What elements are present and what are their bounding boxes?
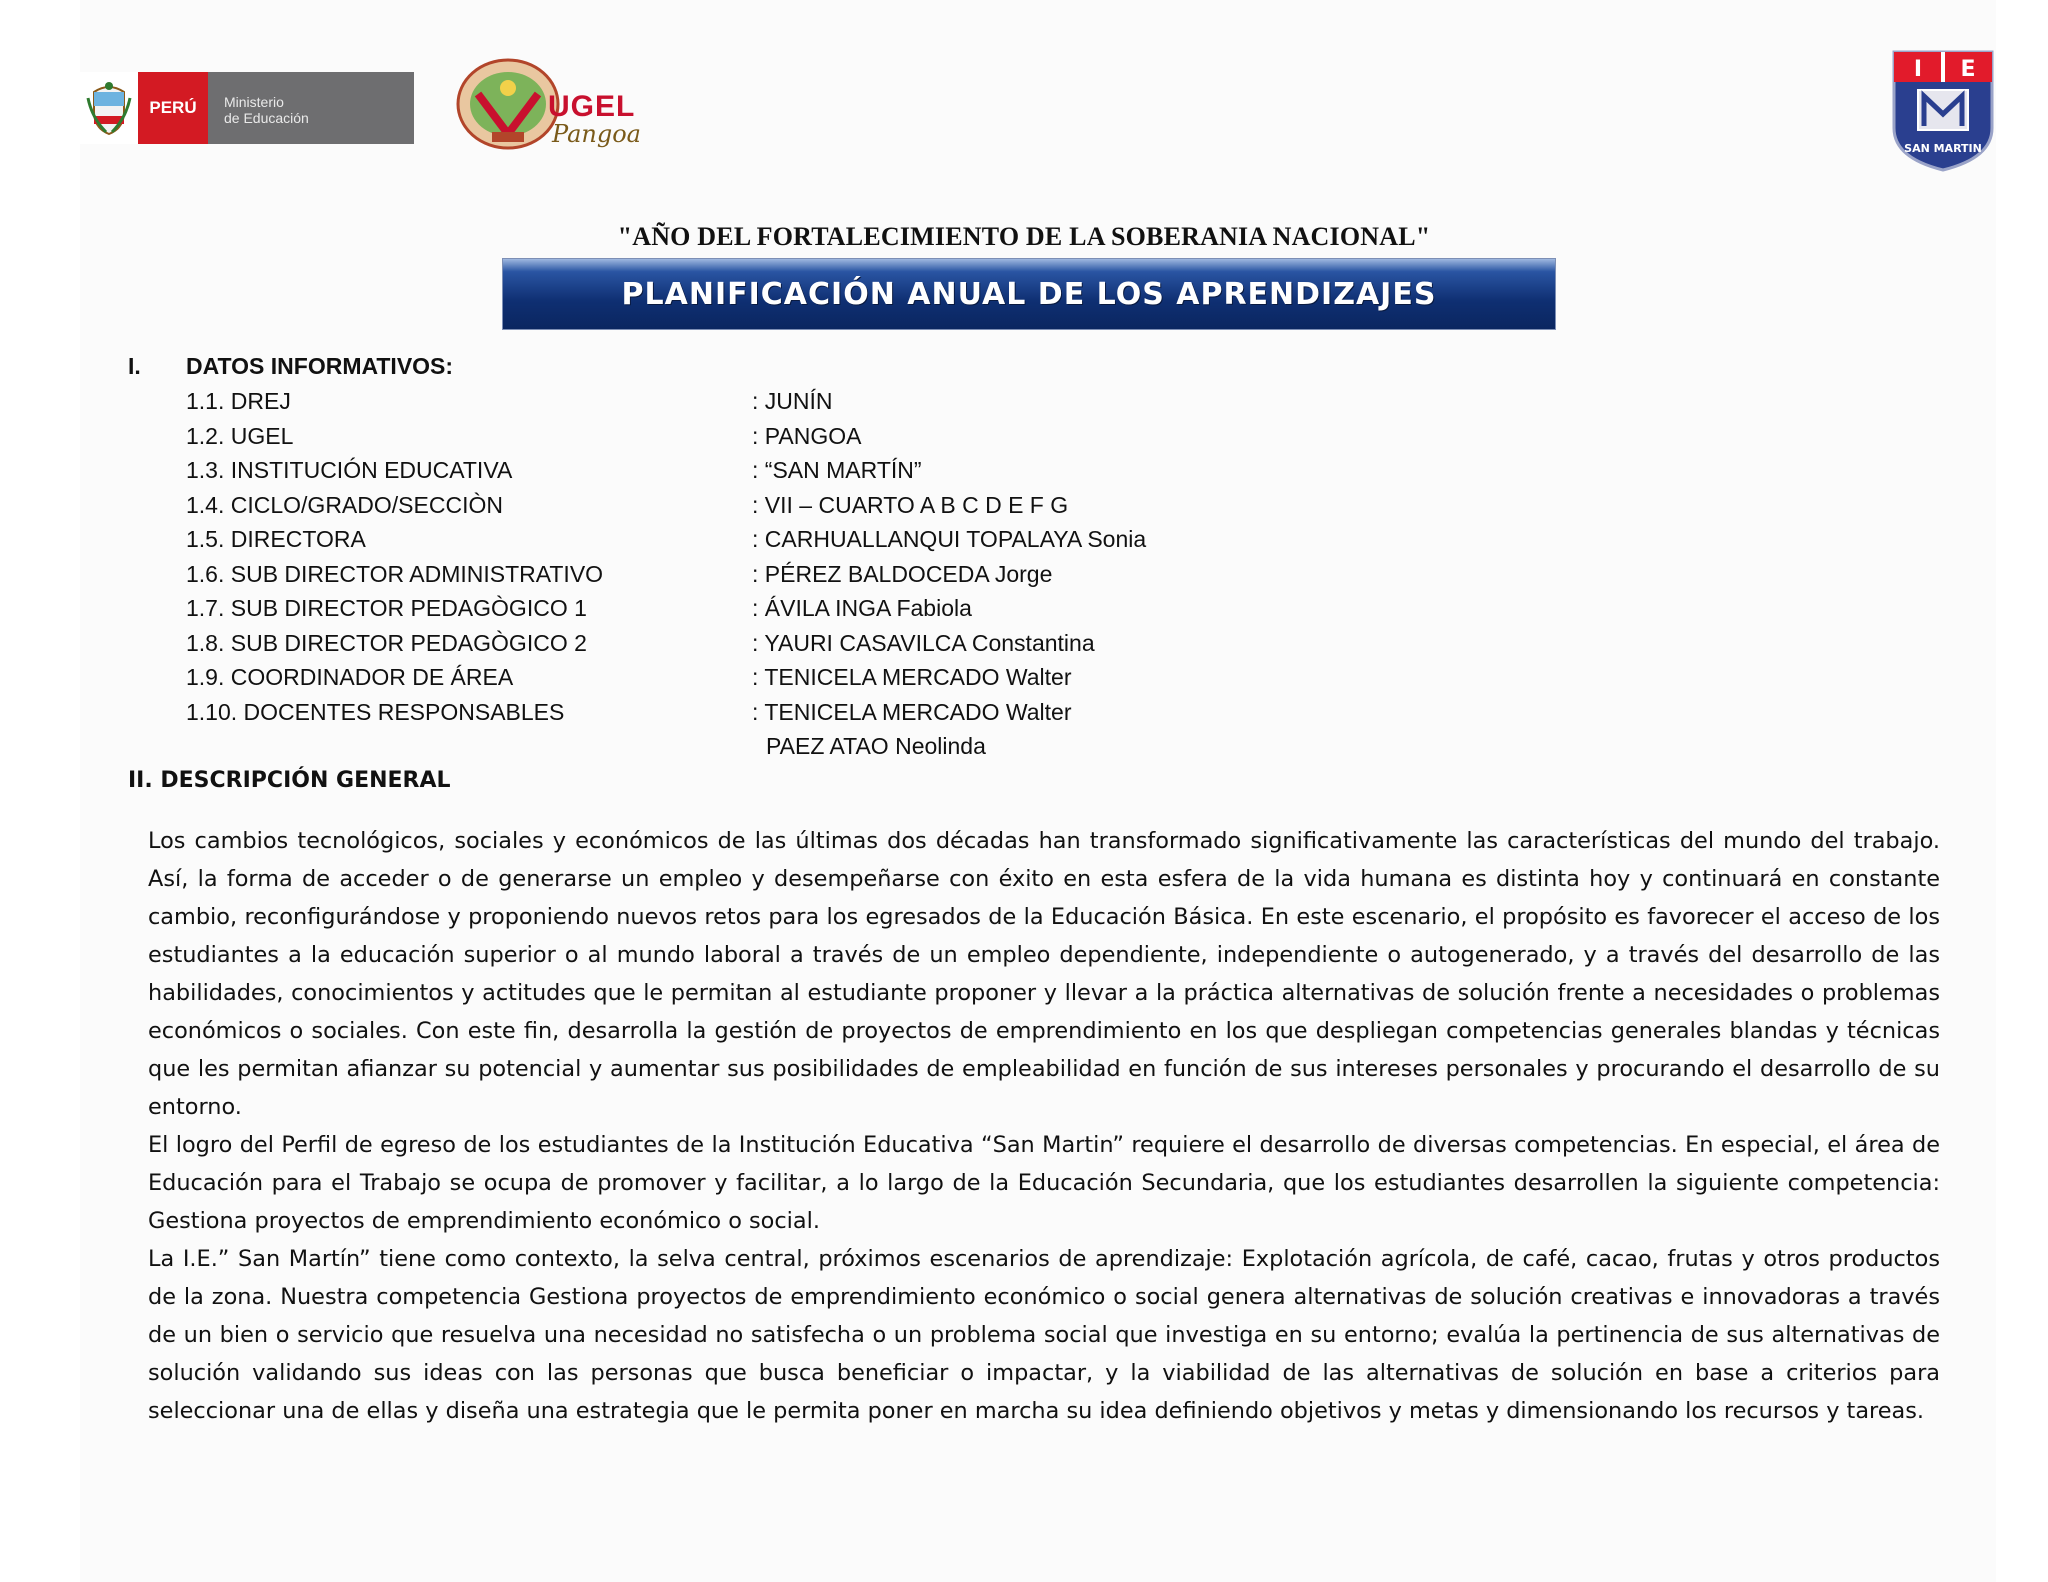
- info-label: 1.2. UGEL: [186, 422, 294, 449]
- info-value: : CARHUALLANQUI TOPALAYA Sonia: [752, 526, 1147, 552]
- info-label: 1.8. SUB DIRECTOR PEDAGÒGICO 2: [186, 629, 587, 656]
- info-extra-value: PAEZ ATAO Neolinda: [766, 733, 986, 759]
- ministry-line-1: Ministerio: [224, 94, 284, 110]
- info-value: : JUNÍN: [752, 388, 833, 414]
- description-body: [148, 822, 1940, 1430]
- info-value: : “SAN MARTÍN”: [752, 457, 922, 483]
- section-1-title: DATOS INFORMATIVOS:: [186, 353, 454, 379]
- pangoa-label: Pangoa: [552, 120, 641, 148]
- ugel-label: UGEL: [548, 90, 636, 123]
- info-row: [186, 557, 1186, 592]
- description-paragraph: El logro del Perfil de egreso de los estudiantes de la Institución Educativa “San Martin” requiere el desarrollo de diversas competencias. En especial, el área de Educación para el Trabajo se ocupa de promover y facilitar, a lo largo de la Educación Secundaria, que los estudiantes desarrollen la siguiente competencia: Gestiona proyectos de emprendimiento económico o social.: [148, 1132, 1940, 1234]
- peru-coat-of-arms-icon: [80, 72, 138, 144]
- info-label: 1.3. INSTITUCIÓN EDUCATIVA: [186, 457, 513, 483]
- info-label: 1.9. COORDINADOR DE ÁREA: [186, 664, 514, 690]
- peru-label: PERÚ: [138, 72, 208, 144]
- ministry-line-2: de Educación: [224, 110, 309, 126]
- ugel-pangoa-logo: [452, 54, 652, 154]
- info-row: [186, 522, 1186, 557]
- ie-name: SAN MARTIN: [1904, 142, 1982, 155]
- description-paragraph: La I.E.” San Martín” tiene como contexto, la selva central, próximos escenarios de aprendizaje: Explotación agrícola, de café, cacao, frutas y otros productos de la zona. Nuestra competencia Gestiona proyectos de emprendimiento económico o social genera alternativas de solución creativas e innovadoras a través de un bien o servicio que resuelva una necesidad no satisfecha o un problema social que investiga en su entorno; evalúa la pertinencia de sus alternativas de solución validando sus ideas con las personas que busca beneficiar o impactar, y la viabilidad de las alternativas de solución en base a criterios para seleccionar una de ellas y diseña una estrategia que le permita poner en marcha su idea definiendo objetivos y metas y dimensionando los recursos y tareas.: [148, 1246, 1940, 1424]
- info-value: : TENICELA MERCADO Walter: [752, 664, 1072, 690]
- section-1-number: I.: [128, 353, 141, 379]
- info-label: 1.4. CICLO/GRADO/SECCIÒN: [186, 491, 503, 518]
- info-label: 1.1. DREJ: [186, 388, 291, 414]
- info-row: [186, 384, 1186, 419]
- info-row: [186, 488, 1186, 523]
- ugel-emblem-icon: [452, 54, 562, 154]
- info-list: [186, 384, 1186, 764]
- description-paragraph: Los cambios tecnológicos, sociales y económicos de las últimas dos décadas han transformado significativamente las características del mundo del trabajo. Así, la forma de acceder o de generarse un empleo y desempeñarse con éxito en esta esfera de la vida humana es distinta hoy y continuará en constante cambio, reconfigurándose y proponiendo nuevos retos para los egresados de la Educación Básica. En este escenario, el propósito es favorecer el acceso de los estudiantes a la educación superior o al mundo laboral a través de un empleo dependiente, independiente o autogenerado, y a través del desarrollo de las habilidades, conocimientos y actitudes que le permitan al estudiante proponer y llevar a la práctica alternativas de solución frente a necesidades o problemas económicos o sociales. Con este fin, desarrolla la gestión de proyectos de emprendimiento en los que despliegan competencias generales blandas y técnicas que les permitan afianzar su potencial y aumentar sus posibilidades de empleabilidad en función de sus intereses personales y procurando el desarrollo de su entorno.: [148, 828, 1940, 1120]
- info-value: : TENICELA MERCADO Walter: [752, 698, 1072, 725]
- info-row: [186, 660, 1186, 695]
- info-row: [186, 626, 1186, 661]
- info-label: 1.10. DOCENTES RESPONSABLES: [186, 698, 565, 725]
- info-value: : ÁVILA INGA Fabiola: [752, 595, 972, 621]
- year-title: "AÑO DEL FORTALECIMIENTO DE LA SOBERANIA NACIONAL": [617, 222, 1431, 251]
- info-value: : PANGOA: [752, 422, 862, 449]
- ie-san-martin-logo: [1888, 48, 1998, 172]
- school-shield-icon: [1888, 48, 1998, 172]
- info-row: [186, 695, 1186, 730]
- info-label: 1.7. SUB DIRECTOR PEDAGÒGICO 1: [186, 595, 587, 621]
- info-value: : VII – CUARTO A B C D E F G: [752, 491, 1069, 518]
- ie-letter-i: I: [1913, 57, 1923, 82]
- info-value: : YAURI CASAVILCA Constantina: [752, 629, 1095, 656]
- info-row: [186, 591, 1186, 626]
- ie-letter-e: E: [1960, 57, 1976, 82]
- info-row: [186, 419, 1186, 454]
- info-label: 1.5. DIRECTORA: [186, 526, 366, 552]
- ministry-label: [208, 72, 414, 144]
- info-value: : PÉREZ BALDOCEDA Jorge: [752, 560, 1053, 587]
- info-row-continuation: [186, 729, 1186, 764]
- banner-title: PLANIFICACIÓN ANUAL DE LOS APRENDIZAJES: [621, 276, 1437, 312]
- ministerio-educacion-logo: [80, 72, 414, 144]
- section-2-title: II. DESCRIPCIÓN GENERAL: [128, 768, 451, 793]
- info-label: 1.6. SUB DIRECTOR ADMINISTRATIVO: [186, 560, 604, 587]
- planning-banner: [502, 258, 1556, 330]
- info-row: [186, 453, 1186, 488]
